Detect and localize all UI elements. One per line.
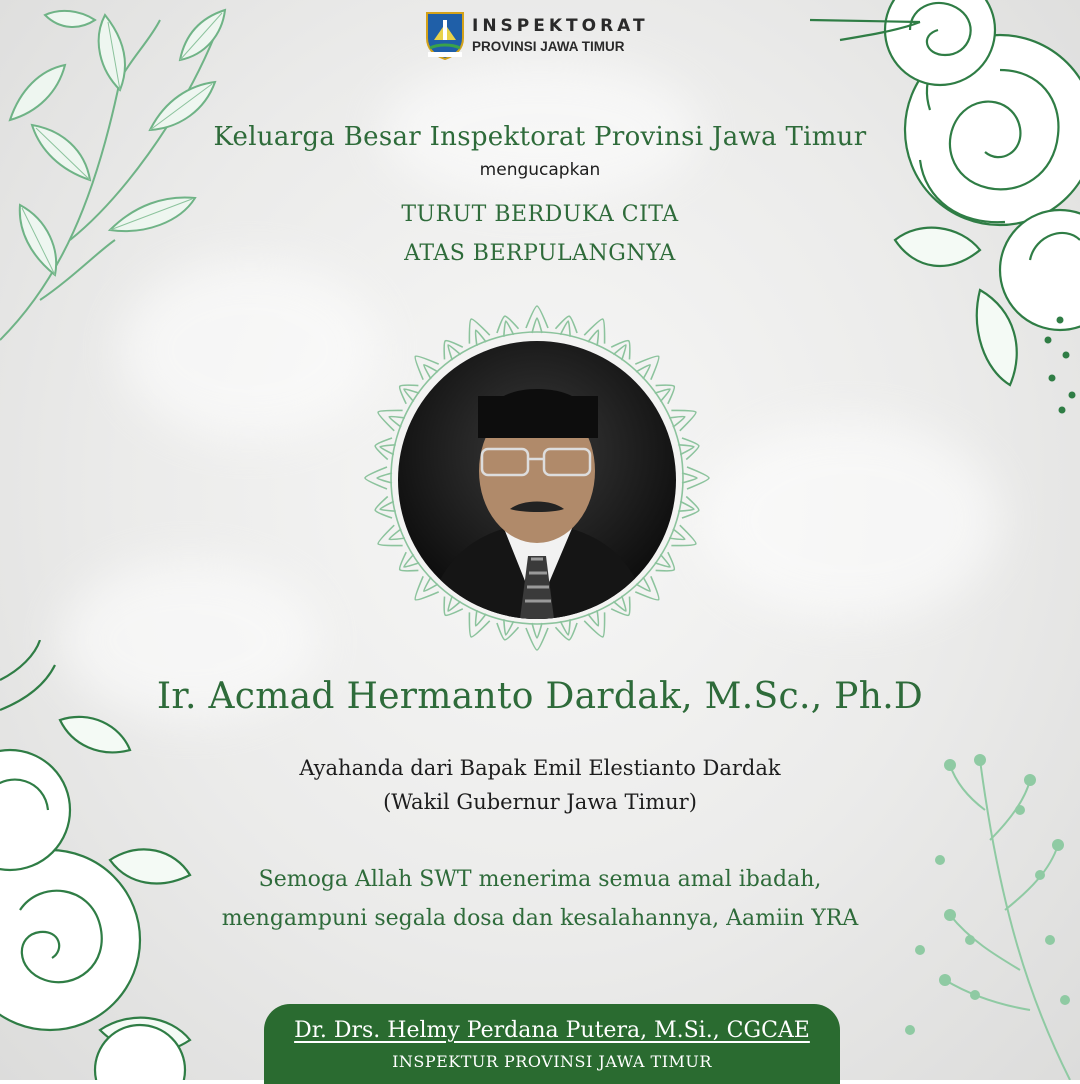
signatory-title: INSPEKTUR PROVINSI JAWA TIMUR (392, 1052, 712, 1071)
relation-line-1: Ayahanda dari Bapak Emil Elestianto Dardak (299, 756, 781, 780)
signature-footer (264, 1004, 840, 1084)
prayer-line-2: mengampuni segala dosa dan kesalahannya, Aamiin YRA (221, 906, 859, 931)
verb-line: mengucapkan (479, 160, 601, 180)
condolence-line-1: TURUT BERDUKA CITA (401, 202, 679, 227)
condolence-line-2: ATAS BERPULANGNYA (404, 241, 676, 266)
background-bokeh (700, 420, 1000, 620)
logo-subtitle: PROVINSI JAWA TIMUR (472, 39, 625, 54)
logo-title: INSPEKTORAT (472, 16, 649, 36)
prayer-line-1: Semoga Allah SWT menerima semua amal ibadah, (258, 867, 822, 892)
portrait-photo (398, 341, 676, 619)
relation-line-2: (Wakil Gubernur Jawa Timur) (383, 790, 697, 814)
leaf-branch-top-left (0, 0, 240, 360)
deceased-name: Ir. Acmad Hermanto Dardak, M.Sc., Ph.D (156, 676, 924, 717)
inspektorat-logo (424, 8, 649, 66)
family-line: Keluarga Besar Inspektorat Provinsi Jawa Timur (213, 122, 867, 152)
provincial-seal-icon (424, 10, 466, 60)
signatory-name: Dr. Drs. Helmy Perdana Putera, M.Si., CGCAE (294, 1018, 810, 1043)
